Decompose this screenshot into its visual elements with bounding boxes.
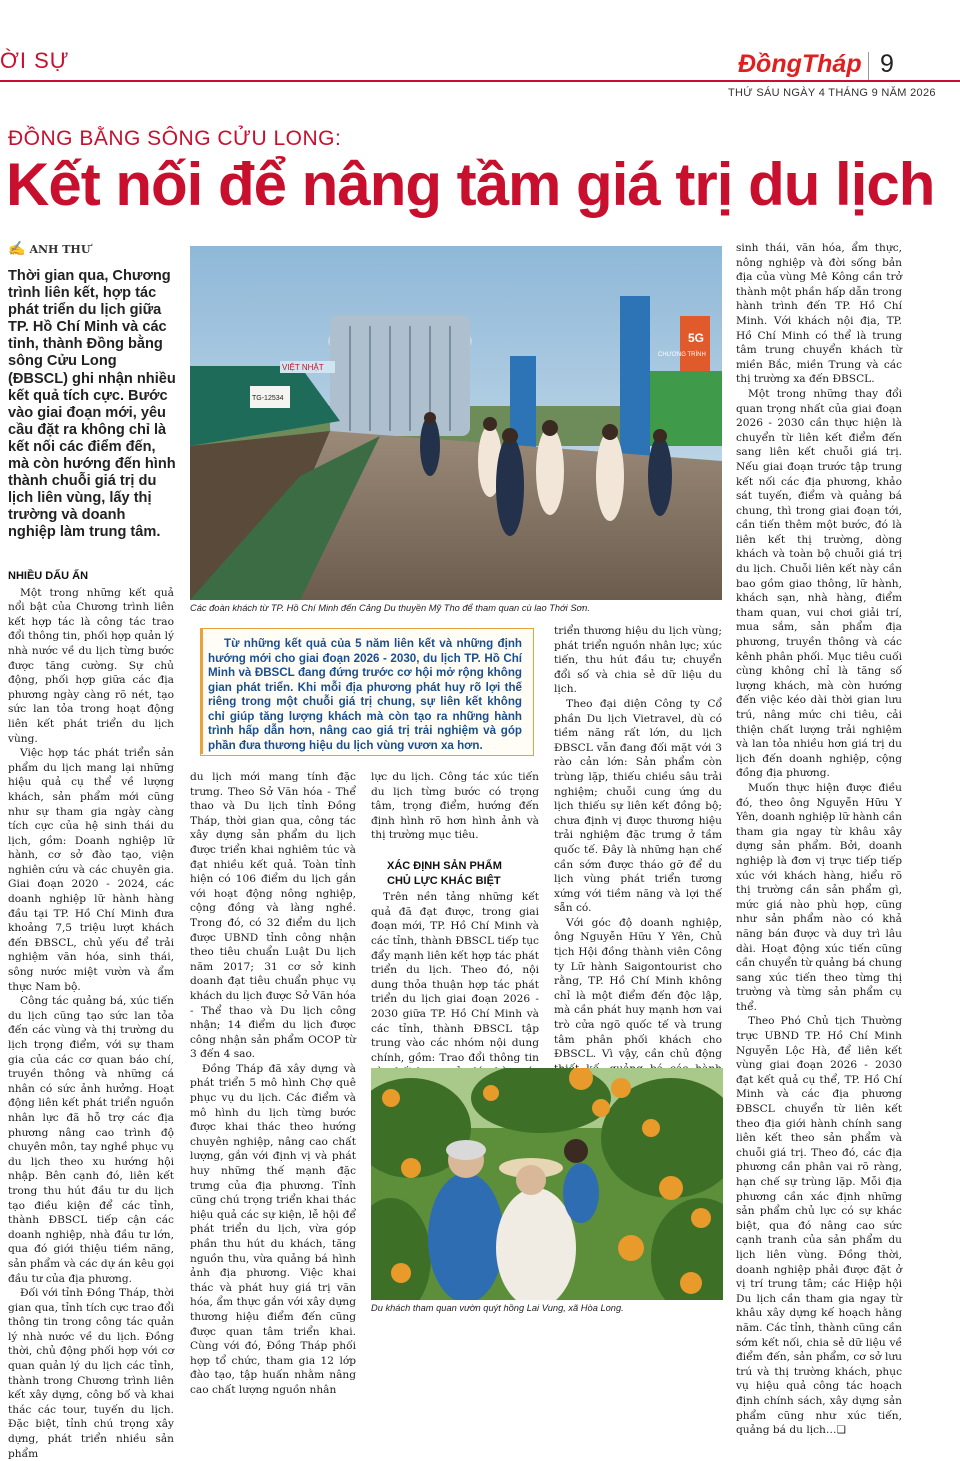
paragraph: Đối với tỉnh Đồng Tháp, thời gian qua, tỉnh tích cực trao đổi thông tin trong công tác quản lý nhà nước về du lịch. Đồng thời, chủ động phối hợp với cơ quan quản lý du lịch các tỉnh, thành trong Chương trình liên kết xây dựng, công bố và khai thác các tour, tuyến du lịch. Đặc biệt, tỉnh chú trọng xây dựng, phát triển nhiều sản phẩm bbox=[8, 1287, 174, 1460]
paragraph: Một trong những thay đổi quan trọng nhất của giai đoạn 2026 - 2030 cần thực hiện là chuyển từ liên kết điểm đến sang liên kết chuỗi giá trị. Nếu giai đoạn trước tập trung kết nối các địa phương, khảo sát tuyến, điểm và quảng bá chung, thì trong giai đoạn tới, cần tiến thêm một bước, đó là liên kết thị trường, dòng khách và toàn bộ chuỗi giá trị du lịch. Chuỗi liên kết này cần bao gồm giao thông, lữ hành, khách sạn, nhà hàng, điểm tham quan, vui chơi giải trí, mua sắm, sản phẩm địa phương, truyền thông và các kênh phân phối. Mục tiêu cuối cùng không chỉ là tăng số lượng khách, mà còn hướng đến việc kéo dài thời gian lưu trú, nâng mức chi tiêu, cải thiện chất lượng trải nghiệm và lan tỏa nhiều hơn giá trị du lịch đến doanh nghiệp, cộng đồng địa phương. bbox=[736, 387, 902, 780]
paragraph: Trên nền tảng những kết quả đã đạt được, trong giai đoạn mới, TP. Hồ Chí Minh và các tỉnh, thành ĐBSCL tiếp tục đẩy mạnh liên kết hợp tác phát triển du lịch. Theo đó, nội dung thỏa thuận hợp tác phát triển du lịch giai đoạn 2026 - 2030 giữa TP. Hồ Chí Minh và các tỉnh, thành ĐBSCL tập trung vào các nhóm nội dung chính, gồm: Trao đổi thông tin bbox=[371, 891, 539, 1064]
article-title: Kết nối để nâng tầm giá trị du lịch bbox=[6, 151, 935, 218]
sign-5g: 5G bbox=[688, 331, 705, 345]
boat-number: TG-12534 bbox=[252, 395, 284, 402]
paragraph: lực du lịch. Công tác xúc tiến du lịch từng bước có trọng tâm, trọng điểm, hướng đến định hình rõ hơn hình ảnh và thị trường mục tiêu. bbox=[371, 771, 539, 842]
pull-quote-text: Từ những kết quả của 5 năm liên kết và những định hướng mới cho giai đoạn 2026 - 2030, du lịch TP. Hồ Chí Minh và ĐBSCL đang đứng trước cơ hội mở rộng không gian phát triển. Khi mỗi địa phương phát huy rõ lợi thế riêng trong một chuỗi giá trị chung, sự liên kết không chỉ giúp tăng lượng khách mà còn tạo ra những hành trình hấp dẫn hơn, nâng cao giá trị trải nghiệm và góp phần đưa thương hiệu du lịch vùng vươn xa hơn. bbox=[208, 637, 522, 752]
divider bbox=[868, 52, 869, 80]
page-number: 9 bbox=[880, 50, 894, 78]
pen-icon: ✍ bbox=[8, 241, 26, 257]
orchard-photo bbox=[371, 1068, 723, 1300]
photo1-caption: Các đoàn khách từ TP. Hồ Chí Minh đến Cảng Du thuyền Mỹ Tho để tham quan cù lao Thới Sơn. bbox=[190, 603, 590, 613]
paragraph: Muốn thực hiện được điều đó, theo ông Nguyễn Hữu Y Yên, doanh nghiệp lữ hành cần tham gia ngay từ khâu xây dựng sản phẩm. Bởi, doanh nghiệp là đơn vị trực tiếp tiếp xúc với khách hàng, hiểu rõ thị trường cần sản phẩm gì, mức giá nào phù hợp, cũng như sản phẩm nào có khả năng bán được và duy trì lâu dài. Hoạt động xúc tiến cũng cần chuyển từ quảng bá chung sang xúc tiến theo từng thị trường và từng sản phẩm cụ thể. bbox=[736, 781, 902, 1013]
column-5 bbox=[736, 241, 902, 1438]
column-2 bbox=[190, 770, 356, 1398]
paragraph: Việc hợp tác phát triển sản phẩm du lịch mang lại những hiệu quả cụ thể về lượng khách, sản phẩm mới cũng như sự tham gia ngày càng tích cực của hệ sinh thái du lịch, gồm: Doanh nghiệp lữ hành, cơ sở đào tạo, viện nghiên cứu và các chuyên gia. Giai đoạn 2020 - 2024, các doanh nghiệp lữ hành hàng đầu tại TP. Hồ Chí Minh đưa khoảng 7,5 triệu lượt khách đến ĐBSCL, chủ yếu để trải nghiệm văn hóa, sinh thái, sông nước miệt vườn và ẩm thực Nam bộ. bbox=[8, 747, 174, 993]
header-rule bbox=[0, 80, 960, 82]
subheading: XÁC ĐỊNH SẢN PHẨM bbox=[387, 859, 502, 872]
paragraph: Theo đại diện Công ty Cổ phần Du lịch Vietravel, dù có tiềm năng rất lớn, du lịch ĐBSCL vẫn đang đối mặt với 3 rào cản lớn: Sản phẩm còn trùng lặp, thiếu chiều sâu trải nghiệm; chuỗi cung ứng du lịch thiếu sự liên kết đồng bộ; chưa định vị được thương hiệu trải nghiệm đặc trưng ở tầm quốc tế. Đây là những hạn chế cần sớm được tháo gỡ để du lịch vùng phát triển tương xứng với tiềm năng và lợi thế sẵn có. bbox=[554, 697, 722, 915]
paragraph: du lịch mới mang tính đặc trưng. Theo Sở Văn hóa - Thể thao và Du lịch tỉnh Đồng Tháp, thời gian qua, công tác xây dựng sản phẩm du lịch được triển khai nghiêm túc và đạt nhiều kết quả. Toàn tỉnh hiện có 106 điểm du lịch gắn với hoạt động nông nghiệp, cộng đồng và làng nghề. Trong đó, có 32 điểm du lịch được UBND tỉnh công nhận theo tiêu chuẩn Luật Du lịch năm 2017; 31 cơ sở kinh doanh đạt tiêu chuẩn phục vụ khách du lịch được Sở Văn hóa - Thể thao và Du lịch công nhận; 14 điểm du lịch được công nhận sản phẩm OCOP từ 3 đến 4 sao. bbox=[190, 771, 356, 1061]
newspaper-logo: ĐồngTháp bbox=[738, 50, 862, 78]
paragraph: triển thương hiệu du lịch vùng; phát triển nguồn nhân lực; xúc tiến, thu hút đầu tư; chuyển đổi số và chia sẻ dữ liệu du lịch. bbox=[554, 625, 722, 696]
paragraph-text: Theo Phó Chủ tịch Thường trực UBND TP. Hồ Chí Minh Nguyễn Lộc Hà, để liên kết vùng giai đoạn 2026 - 2030 đạt kết quả cụ thể, TP. Hồ Chí Minh và các địa phương ĐBSCL chuyển từ liên kết theo địa giới hành chính sang liên kết theo sản phẩm và chuỗi giá trị. Theo đó, các địa phương cần phân vai rõ ràng, hạn chế sự trùng lặp. Mỗi địa phương cần xác định những sản phẩm chủ lực có sự khác biệt, qua đó nâng cao sức cạnh tranh của sản phẩm du lịch liên vùng. Đồng thời, doanh nghiệp phải được đặt ở vị trí trung tâm; các Hiệp hội Du lịch cần tham gia ngay từ khâu xây dựng kế hoạch hằng năm. Các tỉnh, thành cũng cần sớm kết nối, chia sẻ dữ liệu về điểm đến, sản phẩm, cơ sở lưu trú và thị trường khách, phục vụ hiệu quả công tác hoạch định chính sách, xây dựng sản phẩm cũng như xúc tiến, quảng bá du lịch… bbox=[736, 1015, 902, 1437]
boat-name: VIỆT NHẬT bbox=[282, 363, 324, 372]
issue-date: THỨ SÁU NGÀY 4 THÁNG 9 NĂM 2026 bbox=[728, 87, 936, 99]
paragraph: sinh thái, văn hóa, ẩm thực, nông nghiệp và đời sống bản địa của vùng Mê Kông cần trở thành một phần hấp dẫn trong hành trình đến TP. Hồ Chí Minh. Với khách nội địa, TP. Hồ Chí Minh có thể là trung tâm trung chuyển khách từ miền Bắc, miền Trung và các thị trường xa đến ĐBSCL. bbox=[736, 242, 902, 386]
column-1 bbox=[8, 569, 174, 1461]
paragraph: Một trong những kết quả nổi bật của Chương trình liên kết hợp tác là công tác trao đổi thông tin, phối hợp quản lý nhà nước về du lịch từng bước được tăng cường. Sự chủ động, phối hợp giữa các địa phương ngày càng rõ nét, tạo sức lan tỏa trong hoạt động liên kết phát triển du lịch vùng. bbox=[8, 586, 174, 745]
end-mark-icon: ❏ bbox=[836, 1424, 846, 1437]
byline bbox=[8, 241, 90, 257]
paragraph: Với góc độ doanh nghiệp, ông Nguyễn Hữu Y Yên, Chủ tịch Hội đồng thành viên Công ty Lữ hành Saigontourist cho rằng, TP. Hồ Chí Minh không chỉ là một điểm đến độc lập, mà cần phát huy mạnh hơn vai trò cửa ngõ quốc tế và trung tâm phân phối khách cho ĐBSCL. Vì vậy, cần chủ động bbox=[554, 916, 722, 1061]
article-lead: Thời gian qua, Chương trình liên kết, hợp tác phát triển du lịch giữa TP. Hồ Chí Minh và các tỉnh, thành Đồng bằng sông Cửu Long (ĐBSCL) ghi nhận nhiều kết quả tích cực. Bước vào giai đoạn mới, yêu cầu đặt ra không chỉ là kết nối các điểm đến, mà còn hướng đến hình thành chuỗi giá trị du lịch liên vùng, lấy thị trường và doanh nghiệp làm trung tâm. bbox=[8, 268, 176, 541]
photo2-caption: Du khách tham quan vườn quýt hồng Lai Vung, xã Hòa Long. bbox=[371, 1303, 624, 1313]
column-4 bbox=[554, 624, 722, 1135]
paragraph: Công tác quảng bá, xúc tiến du lịch cũng tạo sức lan tỏa đến các vùng và thị trường du lịch trọng điểm, với sự tham gia của các cơ quan báo chí, truyền thông và những cá nhân có sức ảnh hưởng. Hoạt động liên kết phát triển nguồn nhân lực đã hỗ trợ các địa phương nâng cao trình độ chuyên môn, tay nghề phục vụ du lịch theo xu hướng hội nhập. Bên cạnh đó, liên kết trong thu hút đầu tư du lịch tạo điều kiện để các tỉnh, thành ĐBSCL tiếp cận các doanh nghiệp, nhà đầu tư lớn, qua đó giới thiệu tiềm năng, sản phẩm và các dự án kêu gọi đầu tư của địa phương. bbox=[8, 995, 174, 1285]
harbor-photo bbox=[190, 246, 722, 600]
paragraph bbox=[736, 1014, 902, 1437]
paragraph: Đồng Tháp đã xây dựng và phát triển 5 mô hình Chợ quê phục vụ du lịch. Các điểm và mô hình du lịch từng bước được khai thác theo hướng chuyên nghiệp, nâng cao chất lượng, gắn với định vị và phát huy những thế mạnh đặc trưng của địa phương. Tỉnh cũng chú trọng triển khai thác hiệu quả các sự kiện, lễ hội để phát triển du lịch, vừa góp phần thu hút du khách, tăng nguồn thu, vừa quảng bá hình ảnh địa phương. Việc khai thác và phát huy giá trị văn hóa, ẩm thực gắn với xây dựng thương hiệu điểm đến cũng được quan tâm triển khai. Cùng với đó, Đồng Tháp phối hợp tổ chức, tham gia 12 lớp đào tạo, tập huấn nhằm nâng cao chất lượng nguồn nhân bbox=[190, 1062, 356, 1396]
article-kicker: ĐỒNG BẰNG SÔNG CỬU LONG: bbox=[8, 127, 342, 150]
section-label: ỜI SỰ bbox=[0, 48, 70, 73]
subheading: CHỦ LỰC KHÁC BIỆT bbox=[387, 874, 501, 887]
subheading: NHIỀU DẤU ẤN bbox=[8, 570, 89, 582]
author-name: ANH THƯ bbox=[29, 243, 91, 256]
sign-sub: CHƯƠNG TRÌNH bbox=[658, 352, 706, 358]
pull-quote-accent bbox=[200, 628, 203, 754]
